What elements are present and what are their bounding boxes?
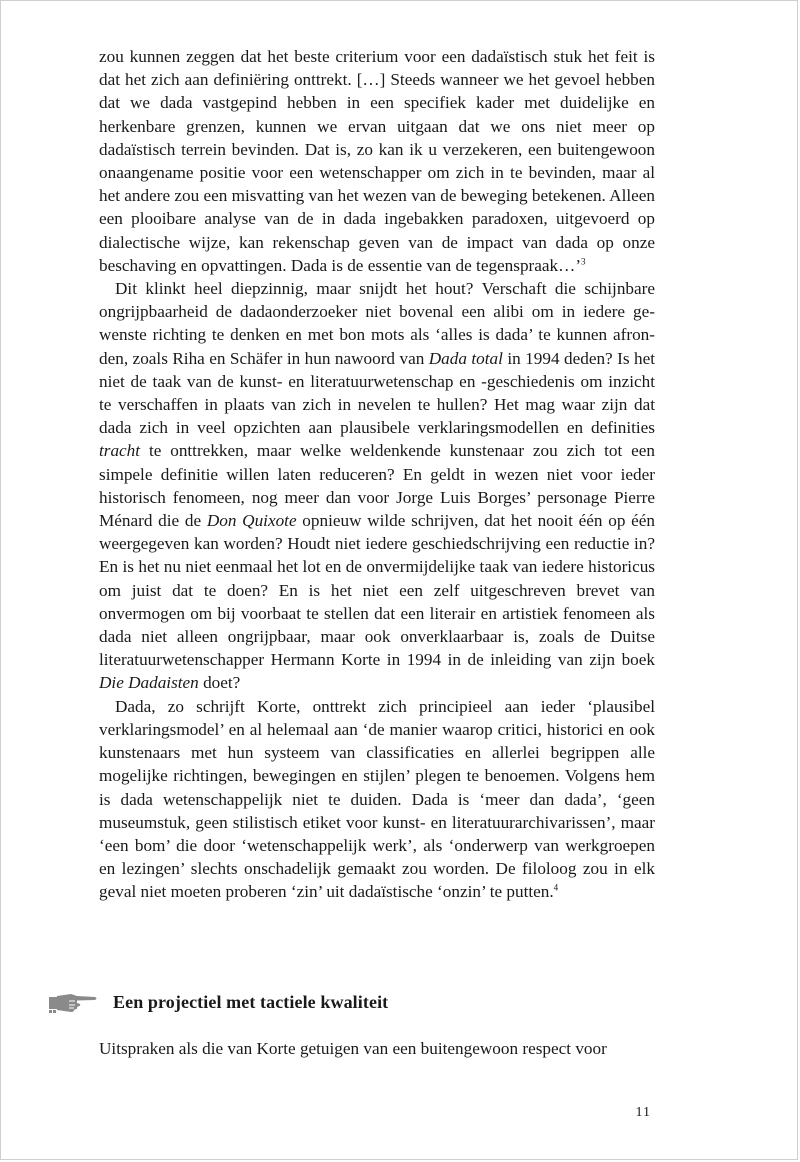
paragraph-quote-end bbox=[99, 45, 655, 277]
paragraph-text: opnieuw wilde schrijven, dat het nooit één op één weergegeven kan worden? Houdt niet iedere geschiedschrijving een reductie in? En is het nu niet eenmaal het lot en de onvermijdelijke taak van iedere historicus om juist dat te doen? En is het niet een zelf uitgeschreven brevet van onvermogen om bij voorbaat te stellen dat een literair en artistiek fenomeen als dada niet alleen ongrijpbaar, maar ook onverklaarbaar is, zoals de Duitse literatuurwetenschapper Hermann Korte in 1994 in de inleiding van zijn boek bbox=[99, 511, 655, 670]
paragraph-uitspraken: Uitspraken als die van Korte getuigen van een buitengewoon respect voor bbox=[99, 1039, 607, 1058]
paragraph-text: doet? bbox=[198, 673, 241, 693]
pointing-hand-icon bbox=[47, 988, 99, 1016]
paragraph-text: in 1994 deden? Is het niet de taak van de kunst- en literatuurwetenschap en -geschiedenis om inzicht te verschaffen in plaats van zich in nevelen te hullen? Het mag waar zijn dat dada zich in veel opzichten aan plausibele verklaringsmodellen en definities bbox=[99, 348, 655, 438]
paragraph-korte bbox=[99, 695, 655, 904]
footnote-marker: 4 bbox=[553, 882, 559, 893]
book-title-dada-total: Dada total bbox=[428, 348, 503, 368]
page-number: 11 bbox=[635, 1105, 651, 1120]
book-title-die-dadaisten: Die Dadaisten bbox=[99, 673, 199, 693]
emphasis-tracht: tracht bbox=[99, 441, 141, 461]
paragraph-text: Dit klinkt heel diepzinnig, maar snijdt het hout? Verschaft die schijnbare ongrijpbaarheid de dadaonderzoeker niet bovenal een alibi om in iedere gewenste richting te denken en met bon mots als ‘alles is dada’ te kunnen afronden, zoals Riha en Schäfer in hun nawoord van bbox=[99, 279, 655, 368]
body-text bbox=[99, 45, 655, 904]
paragraph-diepzinnig bbox=[99, 277, 655, 695]
book-title-don-quixote: Don Quixote bbox=[206, 511, 297, 531]
footnote-marker: 3 bbox=[581, 256, 586, 267]
section-title: Een projectiel met tactiele kwaliteit bbox=[113, 991, 389, 1012]
paragraph-text: zou kunnen zeggen dat het beste criterium voor een dadaïstisch stuk het feit is dat het zich aan definiëring onttrekt. […] Steeds wanneer we het gevoel hebben dat we dada vastgepind hebben in een specifiek kader met duidelijke en herkenbare grenzen, kunnen we ervan uitgaan dat we ons niet meer op dadaïstisch terrein bevinden. Dat is, zo kan ik u verzekeren, een buitengewoon onaangename positie voor een wetenschapper om zich in te bevinden, maar al het andere zou een misvatting van het wezen van de beweging betekenen. Alleen een plooibare analyse van de in dada ingebakken paradoxen, uitgevoerd op dialectische wijze, kan rekenschap geven van de impact van dada op onze beschaving en opvattingen. Dada is de essentie van de tegenspraak…’ bbox=[99, 47, 655, 275]
paragraph-text: Dada, zo schrijft Korte, onttrekt zich principieel aan ieder ‘plausibel verklaringsmodel’ en al helemaal aan ‘de manier waarop critici, historici en ook kunstenaars met hun systeem van classificaties en allerlei begrippen alle mogelijke richtingen, bewegingen en stijlen’ plegen te benoemen. Volgens hem is dada wetenschappelijk niet te duiden. Dada is ‘meer dan dada’, ‘geen museumstuk, geen stilistisch etiket voor kunst- en literatuurarchivarissen’, maar ‘een bom’ die door ‘wetenschappelijk werk’, als ‘onderwerp van werkgroepen en lezingen’ slechts onschadelijk gemaakt zou worden. De filoloog zou in elk geval niet moeten proberen ‘zin’ uit dadaïstische ‘onzin’ te putten. bbox=[99, 696, 655, 902]
paragraph-text: te onttrekken, maar welke weldenkende kunstenaar zou zich tot een simpele definitie willen laten reduceren? En geldt in wezen niet voor ieder historisch fenomeen, nog meer dan voor Jorge Luis Borges’ personage Pierre Ménard die de bbox=[99, 441, 655, 531]
section-heading bbox=[47, 987, 667, 1017]
